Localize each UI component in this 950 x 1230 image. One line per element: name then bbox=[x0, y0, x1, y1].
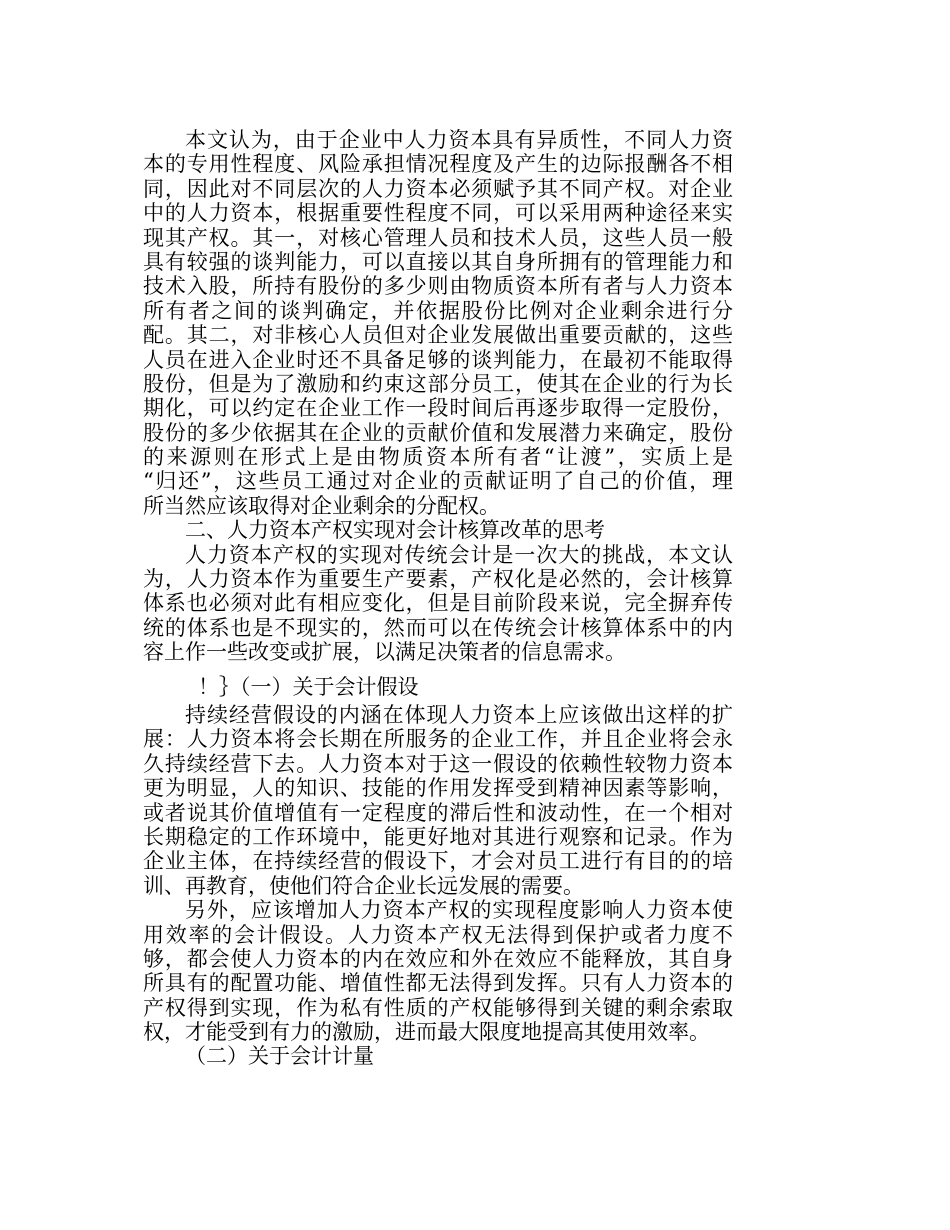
paragraph-line: 长期稳定的工作环境中，能更好地对其进行观察和记录。作为 bbox=[143, 824, 733, 849]
paragraph-line: 本文认为，由于企业中人力资本具有异质性，不同人力资 bbox=[185, 128, 733, 152]
paragraph-line: 人力资本产权的实现对传统会计是一次大的挑战，本文认 bbox=[185, 542, 733, 567]
paragraph-line: 容上作一些改变或扩展，以满足决策者的信息需求。 bbox=[143, 640, 626, 665]
paragraph-line: 具有较强的谈判能力，可以直接以其自身所拥有的管理能力和 bbox=[143, 249, 733, 274]
paragraph-line: 人员在进入企业时还不具备足够的谈判能力，在最初不能取得 bbox=[143, 347, 733, 372]
paragraph-line: 同，因此对不同层次的人力资本必须赋予其不同产权。对企业 bbox=[143, 176, 733, 201]
paragraph-line: 体系也必须对此有相应变化，但是目前阶段来说，完全摒弃传 bbox=[143, 591, 733, 616]
paragraph-line: 本的专用性程度、风险承担情况程度及产生的边际报酬各不相 bbox=[143, 152, 733, 177]
paragraph-line: 为，人力资本作为重要生产要素，产权化是必然的，会计核算 bbox=[143, 567, 733, 592]
section-heading: 二、人力资本产权实现对会计核算改革的思考 bbox=[185, 518, 605, 543]
paragraph-line: 持续经营假设的内涵在体现人力资本上应该做出这样的扩 bbox=[185, 702, 733, 727]
paragraph-line: 所当然应该取得对企业剩余的分配权。 bbox=[143, 493, 500, 518]
paragraph-line: 权，才能受到有力的激励，进而最大限度地提高其使用效率。 bbox=[143, 1020, 710, 1045]
paragraph-line: 配。其二，对非核心人员但对企业发展做出重要贡献的，这些 bbox=[143, 323, 733, 348]
paragraph-line: 技术入股，所持有股份的多少则由物质资本所有者与人力资本 bbox=[143, 274, 733, 299]
paragraph-line: 训、再教育，使他们符合企业长远发展的需要。 bbox=[143, 873, 584, 898]
paragraph-line: “归还”，这些员工通过对企业的贡献证明了自己的价值，理 bbox=[143, 469, 733, 494]
paragraph-line: 用效率的会计假设。人力资本产权无法得到保护或者力度不 bbox=[143, 922, 733, 947]
subsection-heading: （二）关于会计计量 bbox=[185, 1044, 374, 1069]
paragraph-line: 股份的多少依据其在企业的贡献价值和发展潜力来确定，股份 bbox=[143, 420, 733, 445]
paragraph-line: 中的人力资本，根据重要性程度不同，可以采用两种途径来实 bbox=[143, 201, 733, 226]
paragraph-line: 更为明显，人的知识、技能的作用发挥受到精神因素等影响， bbox=[143, 776, 733, 801]
paragraph-line: 或者说其价值增值有一定程度的滞后性和波动性，在一个相对 bbox=[143, 800, 733, 825]
paragraph-line: 够，都会使人力资本的内在效应和外在效应不能释放，其自身 bbox=[143, 946, 733, 971]
paragraph-line: 的来源则在形式上是由物质资本所有者“让渡”，实质上是 bbox=[143, 445, 733, 470]
paragraph-line: 产权得到实现，作为私有性质的产权能够得到关键的剩余索取 bbox=[143, 995, 733, 1020]
paragraph-line: 久持续经营下去。人力资本对于这一假设的依赖性较物力资本 bbox=[143, 751, 733, 776]
paragraph-line: 所有者之间的谈判确定，并依据股份比例对企业剩余进行分 bbox=[143, 298, 733, 323]
paragraph-line: 另外，应该增加人力资本产权的实现程度影响人力资本使 bbox=[185, 898, 733, 923]
document-body bbox=[143, 128, 733, 1069]
paragraph-line: 现其产权。其一，对核心管理人员和技术人员，这些人员一般 bbox=[143, 225, 733, 250]
paragraph-line: 展：人力资本将会长期在所服务的企业工作，并且企业将会永 bbox=[143, 727, 733, 752]
paragraph-line: 期化，可以约定在企业工作一段时间后再逐步取得一定股份， bbox=[143, 396, 733, 421]
subsection-heading: ！｝（一）关于会计假设 bbox=[198, 674, 419, 699]
paragraph-line: 所具有的配置功能、增值性都无法得到发挥。只有人力资本的 bbox=[143, 971, 733, 996]
paragraph-line: 企业主体，在持续经营的假设下，才会对员工进行有目的的培 bbox=[143, 849, 733, 874]
paragraph-line: 股份，但是为了激励和约束这部分员工，使其在企业的行为长 bbox=[143, 371, 733, 396]
paragraph-line: 统的体系也是不现实的，然而可以在传统会计核算体系中的内 bbox=[143, 615, 733, 640]
